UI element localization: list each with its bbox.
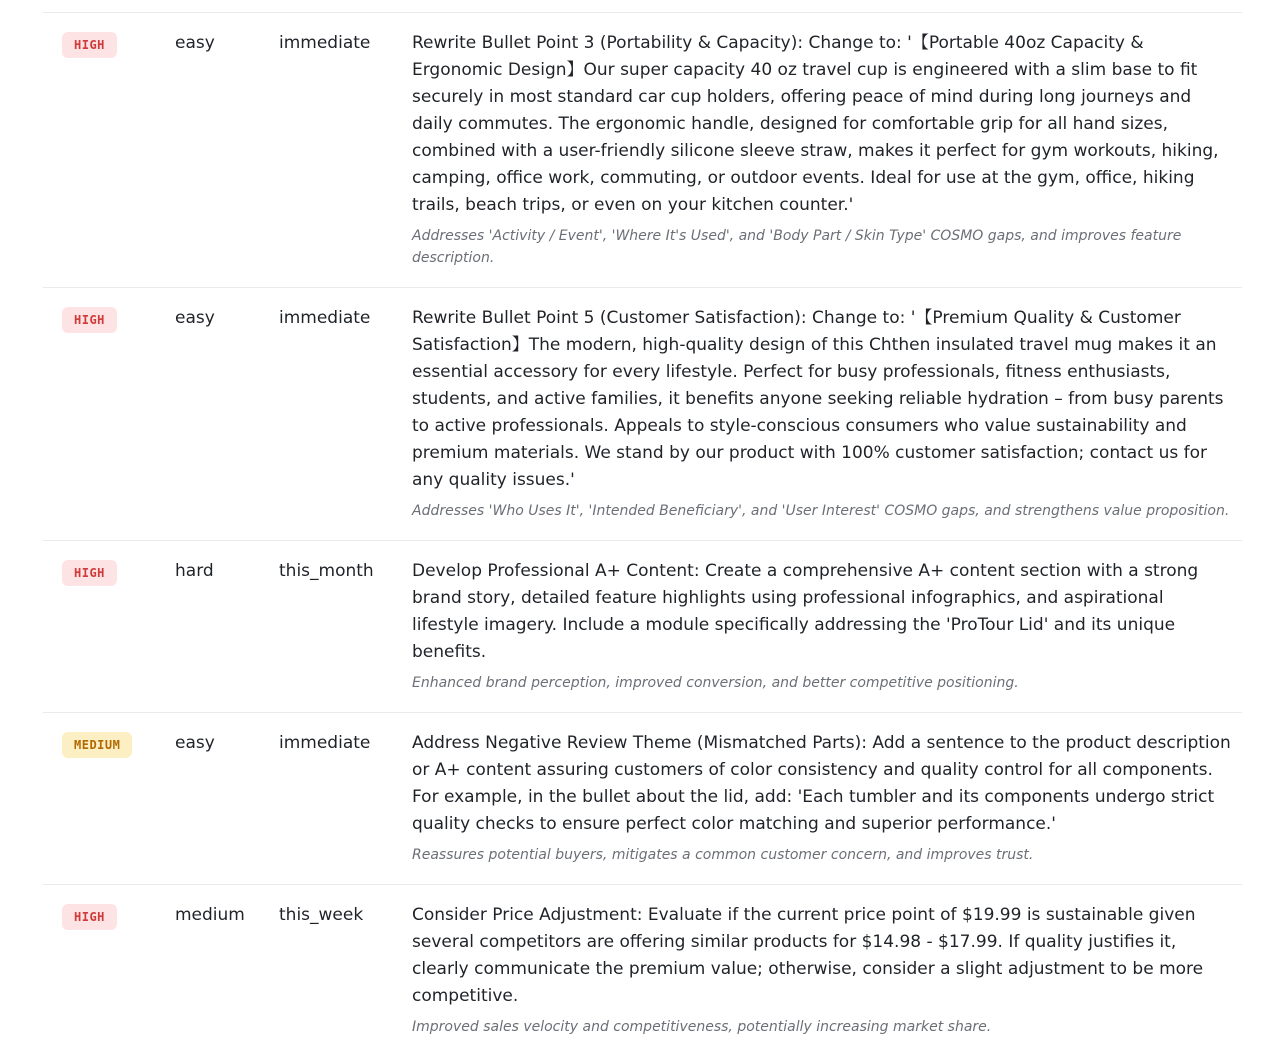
timeframe-cell: immediate [279,308,371,328]
table-row [43,13,1242,288]
effort-cell: easy [175,733,215,753]
effort-cell: easy [175,33,215,53]
table-row [43,288,1242,541]
priority-cell [43,30,175,269]
priority-cell [43,558,175,694]
recommendations-table [43,12,1242,1056]
action-cell [412,558,1232,694]
table-row [43,541,1242,713]
priority-badge: HIGH [62,32,117,58]
action-text: Address Negative Review Theme (Mismatched Parts): Add a sentence to the product description or A+ content assuring customers of color consistency and quality control for all components. For example, in the bullet about the lid, add: 'Each tumbler and its components undergo strict quality checks to ensure perfect color matching and superior performance.' [412,733,1231,834]
action-text: Develop Professional A+ Content: Create a comprehensive A+ content section with a strong brand story, detailed feature highlights using professional infographics, and aspirational lifestyle imagery. Include a module specifically addressing the 'ProTour Lid' and its unique benefits. [412,561,1199,662]
priority-cell [43,730,175,866]
priority-badge: HIGH [62,904,117,930]
action-cell [412,30,1232,269]
action-cell [412,305,1232,522]
action-text: Consider Price Adjustment: Evaluate if the current price point of $19.99 is sustainable given several competitors are offering similar products for $14.98 - $17.99. If quality justifies it, clearly communicate the premium value; otherwise, consider a slight adjustment to be more competitive. [412,905,1204,1006]
priority-cell [43,305,175,522]
priority-badge: HIGH [62,560,117,586]
priority-cell [43,902,175,1038]
table-row [43,885,1242,1056]
action-text: Rewrite Bullet Point 5 (Customer Satisfaction): Change to: '【Premium Quality & Customer Satisfaction】The modern, high-quality design of this Chthen insulated travel mug makes it an essential accessory for every lifestyle. Perfect for busy professionals, fitness enthusiasts, students, and active families, it benefits anyone seeking reliable hydration – from busy parents to active professionals. Appeals to style-conscious consumers who value sustainability and premium materials. We stand by our product with 100% customer satisfaction; contact us for any quality issues.' [412,308,1224,490]
priority-badge: HIGH [62,307,117,333]
timeframe-cell: this_month [279,561,374,581]
effort-cell: easy [175,308,215,328]
table-row [43,713,1242,885]
effort-cell: hard [175,561,214,581]
impact-text: Improved sales velocity and competitiveness, potentially increasing market share. [412,1019,992,1035]
action-cell [412,730,1232,866]
timeframe-cell: immediate [279,733,371,753]
action-cell [412,902,1232,1038]
timeframe-cell: immediate [279,33,371,53]
action-text: Rewrite Bullet Point 3 (Portability & Capacity): Change to: '【Portable 40oz Capacity & Ergonomic Design】Our super capacity 40 oz travel cup is engineered with a slim base to fit securely in most standard car cup holders, offering peace of mind during long journeys and daily commutes. The ergonomic handle, designed for comfortable grip for all hand sizes, combined with a user-friendly silicone sleeve straw, makes it perfect for gym workouts, hiking, camping, office work, commuting, or outdoor events. Ideal for use at the gym, office, hiking trails, beach trips, or even on your kitchen counter.' [412,33,1219,215]
impact-text: Enhanced brand perception, improved conversion, and better competitive positioning. [412,675,1019,691]
priority-badge: MEDIUM [62,732,132,758]
impact-text: Addresses 'Who Uses It', 'Intended Beneficiary', and 'User Interest' COSMO gaps, and strengthens value proposition. [412,503,1230,519]
impact-text: Reassures potential buyers, mitigates a common customer concern, and improves trust. [412,847,1034,863]
impact-text: Addresses 'Activity / Event', 'Where It's Used', and 'Body Part / Skin Type' COSMO gaps, and improves feature description. [412,228,1182,266]
timeframe-cell: this_week [279,905,364,925]
effort-cell: medium [175,905,245,925]
